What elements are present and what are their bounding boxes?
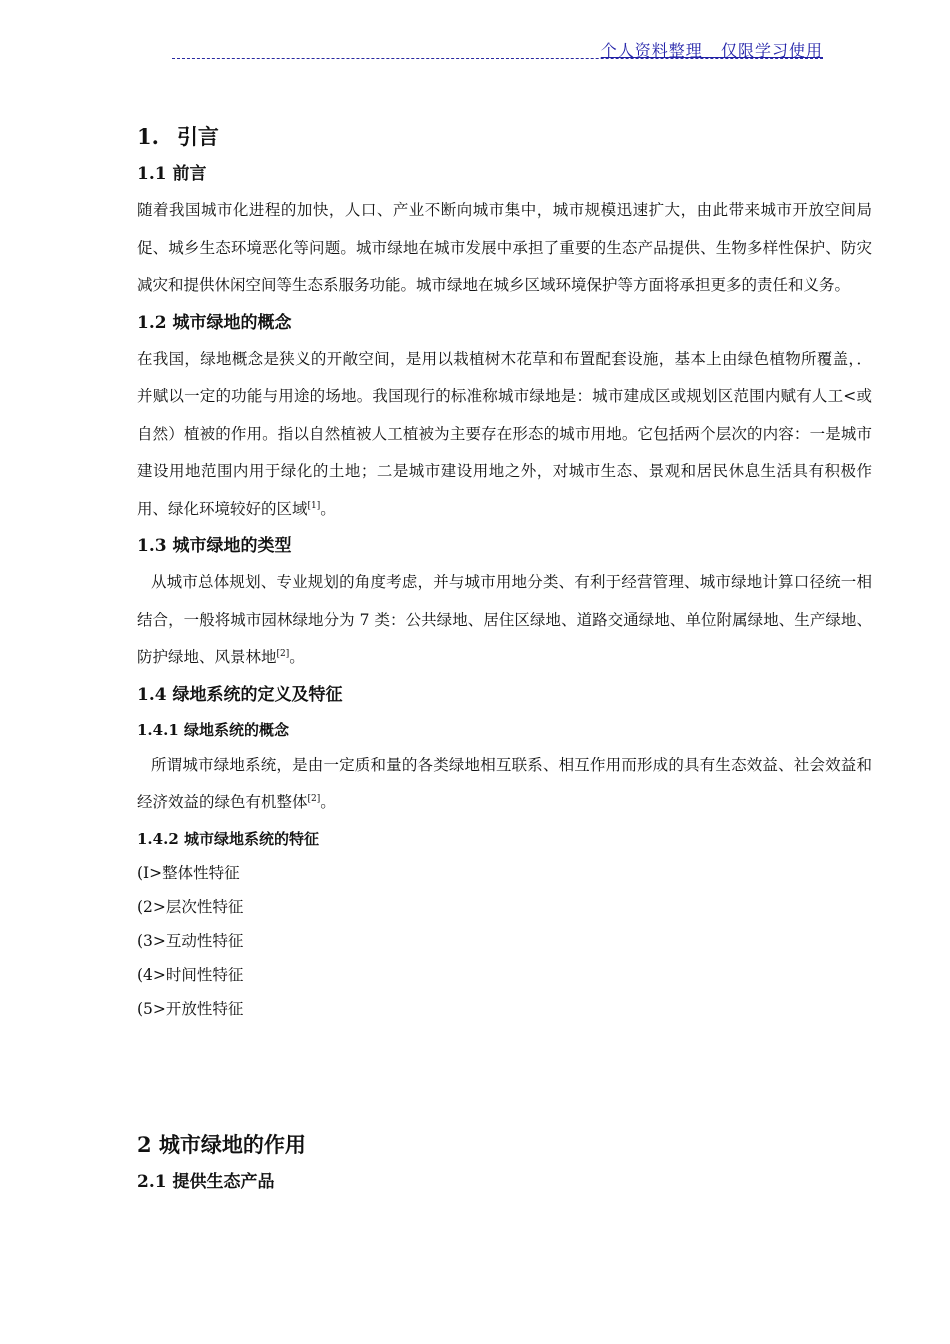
- section-1-2-paragraph: [137, 341, 872, 529]
- section-1-2-end: 。: [320, 499, 336, 518]
- section-1-3-end: 。: [289, 648, 305, 666]
- section-1-1-paragraph: 随着我国城市化进程的加快，人口、产业不断向城市集中，城市规模迅速扩大，由此带来城市开放空间局促、城乡生态环境恶化等问题。城市绿地在城市发展中承担了重要的生态产品提供、生物多样性保护、防灾减灾和提供休闲空间等生态系服务功能。城市绿地在城乡区域环境保护等方面将承担更多的责任和义务。: [137, 201, 872, 294]
- feature-list-item: (5>开放性特征: [137, 999, 244, 1018]
- section-1-4-1-paragraph: [137, 747, 872, 822]
- document-body: [137, 118, 872, 1200]
- feature-list-item: (3>互动性特征: [137, 931, 244, 950]
- citation-3: [2]: [307, 793, 321, 804]
- header-text: 个人资料整理 仅限学习使用: [600, 41, 823, 60]
- feature-list-item: (2>层次性特征: [137, 897, 244, 916]
- section-1-title-text: 引言: [176, 124, 219, 149]
- section-2-1-heading: 2.1 提供生态产品: [137, 1171, 275, 1192]
- section-1-number: 1.: [137, 124, 159, 149]
- section-1-1-heading: 1.1 前言: [137, 164, 207, 184]
- section-1-4-1-heading: 1.4.1 绿地系统的概念: [137, 720, 289, 739]
- section-1-4-2-heading: 1.4.2 城市绿地系统的特征: [137, 829, 319, 848]
- section-1-3-text: 从城市总体规划、专业规划的角度考虑，并与城市用地分类、有利于经营管理、城市绿地计算口径统一相结合，一般将城市园林绿地分为 7 类：公共绿地、居住区绿地、道路交通绿地、单位附属绿地、生产绿地、防护绿地、风景林地: [137, 573, 872, 666]
- section-1-4-heading: 1.4 绿地系统的定义及特征: [137, 684, 343, 705]
- section-1-4-1-text: 所谓城市绿地系统，是由一定质和量的各类绿地相互联系、相互作用而形成的具有生态效益、社会效益和经济效益的绿色有机整体: [137, 755, 872, 811]
- page-header: [172, 38, 823, 59]
- section-1-3-heading: 1.3 城市绿地的类型: [137, 536, 292, 556]
- section-1-title: [137, 118, 872, 156]
- section-gap: [137, 1026, 872, 1126]
- section-2-title: 2 城市绿地的作用: [137, 1131, 306, 1157]
- feature-list-item: (I>整体性特征: [137, 863, 240, 882]
- section-1-4-1-end: 。: [320, 793, 336, 811]
- citation-1: [1]: [307, 500, 321, 511]
- feature-list-item: (4>时间性特征: [137, 965, 244, 984]
- section-1-2-text: 在我国，绿地概念是狭义的开敞空间，是用以栽植树木花草和布置配套设施，基本上由绿色植物所覆盖，．并赋以一定的功能与用途的场地。我国现行的标准称城市绿地是：城市建成区或规划区范围内赋有人工<或自然）植被的作用。指以自然植被人工植被为主要存在形态的城市用地。它包括两个层次的内容：一是城市建设用地范围内用于绿化的土地；二是城市建设用地之外，对城市生态、景观和居民休息生活具有积极作用、绿化环境较好的区域: [137, 349, 872, 518]
- section-1-2-heading: 1.2 城市绿地的概念: [137, 312, 292, 333]
- section-1-3-paragraph: [137, 564, 872, 677]
- citation-2: [2]: [276, 648, 290, 659]
